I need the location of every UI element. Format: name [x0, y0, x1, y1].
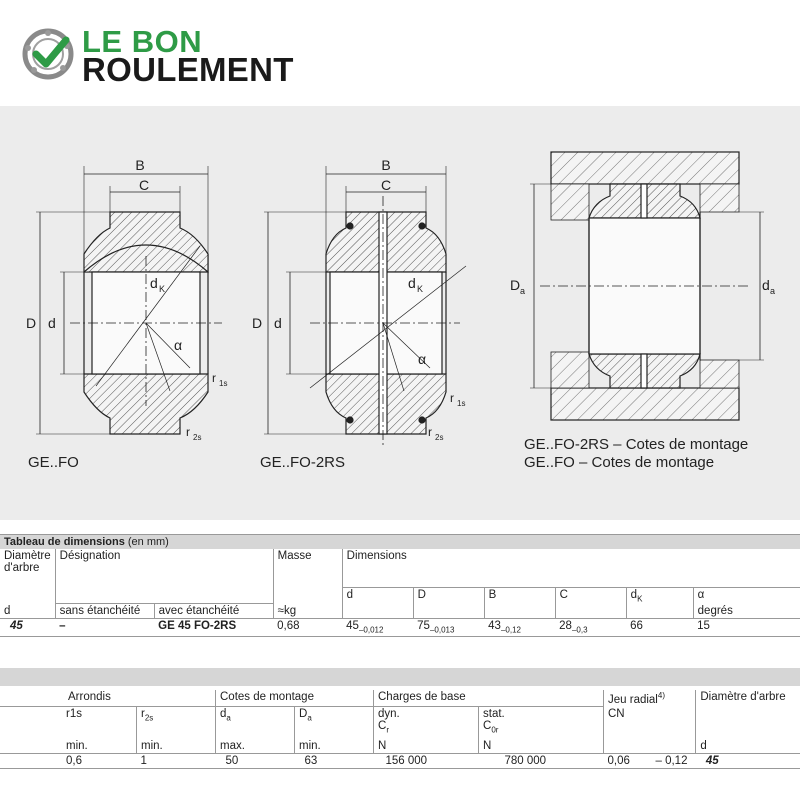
row-d2: 45: [696, 754, 800, 769]
row-masse: 0,68: [273, 619, 342, 636]
row-dK: 66: [626, 619, 693, 636]
hdr-charges: Charges de base: [374, 690, 604, 707]
brand-logo: [22, 24, 322, 86]
row-C0r: 780 000: [479, 754, 604, 769]
hdr-dim-alpha: α: [693, 587, 800, 604]
row-Da: 63: [295, 754, 374, 769]
fig2-label-d: d: [274, 315, 282, 331]
row-d: 45: [0, 619, 55, 636]
fig2-label-r2s: r: [428, 425, 432, 439]
hdr-d2: d: [696, 739, 800, 754]
hdr-dim-C: C: [555, 587, 626, 604]
fig3-label-da-sub: a: [770, 286, 776, 296]
row-avec: GE 45 FO-2RS: [154, 619, 273, 636]
fig1-label-alpha: α: [174, 337, 183, 353]
row-dim-d: $45_{-0,012}$: [342, 619, 413, 636]
fig2-label-C: C: [380, 177, 392, 193]
hdr-r1s: r1s: [66, 708, 82, 721]
hdr-sans: sans étanchéité: [55, 604, 154, 619]
fig1-caption: GE..FO: [28, 454, 79, 471]
row-jeu-min: 0,06: [604, 754, 652, 769]
fig2-label-r1s-sub: 1s: [457, 399, 466, 408]
hdr-jeu: Jeu radial$^{4)}$: [604, 690, 696, 707]
hdr-diam2: Diamètre d'arbre: [696, 690, 800, 739]
fig2-label-alpha: α: [418, 351, 427, 367]
fig1-label-d: d: [48, 315, 56, 331]
fig1-label-r1s-sub: 1s: [219, 379, 228, 388]
hdr-diam: Diamètre d'arbre: [4, 550, 51, 574]
hdr-d-unit: d: [0, 604, 55, 619]
hdr-min1: min.: [0, 739, 137, 754]
row-da: 50: [216, 754, 295, 769]
fig2-label-D: D: [252, 315, 263, 331]
hdr-cotes: Cotes de montage: [216, 690, 374, 707]
table2-row: [0, 754, 800, 769]
hdr-Da: $D_a$: [295, 707, 374, 740]
hdr-cn: CN: [604, 707, 696, 740]
hdr-masse: Masse: [273, 549, 342, 587]
fig3-label-da: d: [762, 277, 770, 293]
table-separator: [0, 668, 800, 686]
row-jeu-max: – 0,12: [652, 754, 696, 769]
hdr-dim-B: B: [484, 587, 555, 604]
fig1-label-dK: d: [150, 275, 158, 291]
hdr-N1: N: [374, 739, 479, 754]
fig1-label-D: D: [26, 315, 37, 331]
technical-drawing: [0, 106, 800, 520]
fig2-label-dK-sub: K: [417, 284, 424, 294]
hdr-dimensions: Dimensions: [342, 549, 800, 587]
row-dim-C: $28_{-0,3}$: [555, 619, 626, 636]
fig1-label-r2s-sub: 2s: [193, 433, 202, 442]
figure-ge-fo: [36, 166, 222, 434]
hdr-kg: ≈kg: [273, 604, 342, 619]
dimensions-table: [0, 534, 800, 637]
fig2-caption: GE..FO-2RS: [260, 454, 346, 471]
fig2-label-dK: d: [408, 275, 416, 291]
fig3-caption-2: GE..FO – Cotes de montage: [524, 454, 715, 471]
hdr-min3: min.: [295, 739, 374, 754]
fig1-label-C: C: [138, 177, 150, 193]
hdr-avec: avec étanchéité: [154, 604, 273, 619]
brand-line1: LE BON: [82, 24, 203, 59]
hdr-dim-dK: $d_K$: [626, 587, 693, 604]
hdr-min2: min.: [137, 739, 216, 754]
row-alpha: 15: [693, 619, 800, 636]
hdr-dim-d: d: [342, 587, 413, 604]
hdr-dim-D: D: [413, 587, 484, 604]
table1-row: [0, 619, 800, 636]
brand-line2: ROULEMENT: [82, 51, 294, 88]
fig3-label-Da: D: [510, 277, 521, 293]
row-r1s: 0,6: [0, 754, 137, 769]
row-sans: –: [55, 619, 154, 636]
table1-unit: (en mm): [127, 536, 169, 548]
fig3-caption-1: GE..FO-2RS – Cotes de montage: [524, 436, 749, 453]
hdr-designation: Désignation: [55, 549, 273, 587]
hdr-r2s: $r_{2s}$: [137, 707, 216, 740]
bearing-check-icon: [22, 26, 78, 82]
figure-ge-fo-2rs: [264, 166, 466, 446]
hdr-degres: degrés: [693, 604, 800, 619]
fig1-label-B: B: [135, 157, 145, 173]
hdr-Cr: dyn. $C_r$: [374, 707, 479, 740]
row-dim-B: $43_{-0,12}$: [484, 619, 555, 636]
hdr-C0r: stat. $C_{0r}$: [479, 707, 604, 740]
mounting-table: [0, 690, 800, 769]
fig1-label-r2s: r: [186, 425, 190, 439]
fig2-label-r1s: r: [450, 391, 454, 405]
fig3-label-Da-sub: a: [520, 286, 526, 296]
table1-title: Tableau de dimensions: [4, 536, 125, 548]
hdr-da: $d_a$: [216, 707, 295, 740]
fig1-label-dK-sub: K: [159, 284, 166, 294]
fig2-label-B: B: [381, 157, 391, 173]
fig2-label-r2s-sub: 2s: [435, 433, 444, 442]
hdr-max: max.: [216, 739, 295, 754]
row-dim-D: $75_{-0,013}$: [413, 619, 484, 636]
fig1-label-r1s: r: [212, 371, 216, 385]
row-r2s: 1: [137, 754, 216, 769]
hdr-N2: N: [479, 739, 604, 754]
hdr-arrondis: Arrondis: [0, 690, 216, 707]
figure-mounting: [530, 152, 764, 420]
row-Cr: 156 000: [374, 754, 479, 769]
